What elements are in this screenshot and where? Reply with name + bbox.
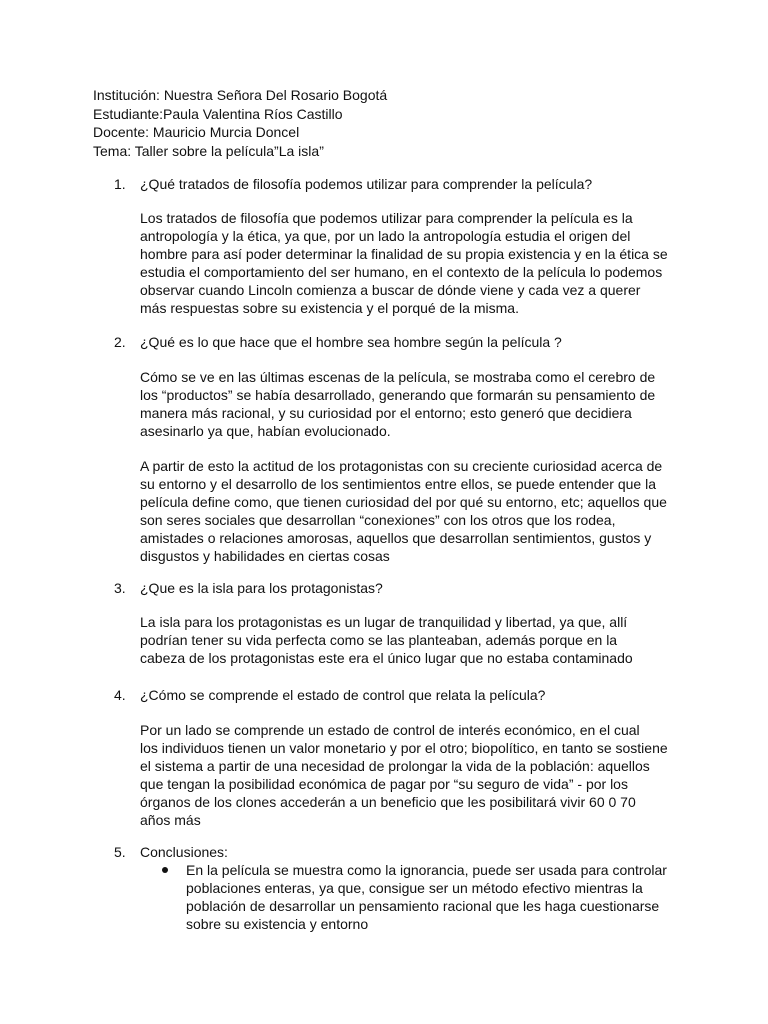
answer-line: Por un lado se comprende un estado de control de interés económico, en el cual [140, 722, 640, 738]
answer-line: antropología y la ética, ya que, por un lado la antropología estudia el origen del [140, 228, 631, 244]
answer-line: observar cuando Lincoln comienza a buscar de dónde viene y cada vez a querer [140, 282, 641, 298]
question-text: ¿Cómo se comprende el estado de control que relata la película? [140, 687, 546, 703]
answer-line: Los tratados de filosofía que podemos utilizar para comprender la película es la [140, 210, 633, 226]
answer-line: A partir de esto la actitud de los protagonistas con su creciente curiosidad acerca de [140, 458, 663, 474]
bullet-line: población de desarrollar un pensamiento racional que les haga cuestionarse [186, 898, 660, 914]
question-text: Conclusiones: [140, 844, 228, 860]
answer-1-paragraph-1 [140, 209, 680, 317]
question-number: 4. [114, 687, 126, 703]
bullet-line: sobre su existencia y entorno [186, 916, 369, 932]
answer-line: más respuestas sobre su existencia y el porqué de la misma. [140, 300, 519, 316]
answer-line: su entorno y el desarrollo de los sentimientos entre ellos, se puede entender que la [140, 476, 656, 492]
answer-line: estudia el comportamiento del ser humano, en el contexto de la película lo podemos [140, 264, 663, 280]
answer-line: años más [140, 812, 201, 828]
answer-line: cabeza de los protagonistas este era el único lugar que no estaba contaminado [140, 650, 633, 666]
answer-line: son seres sociales que desarrollan “conexiones” con los otros que los rodea, [140, 512, 616, 528]
answer-line: hombre para así poder determinar la finalidad de su propia existencia y en la ética se [140, 246, 668, 262]
question-number: 5. [114, 844, 126, 860]
answer-line: Cómo se ve en las últimas escenas de la película, se mostraba como el cerebro de [140, 369, 656, 385]
question-text: ¿Qué es lo que hace que el hombre sea hombre según la película ? [140, 334, 562, 350]
document-header [93, 86, 693, 160]
question-number: 2. [114, 334, 126, 350]
answer-line: disgustos y habilidades en ciertas cosas [140, 548, 390, 564]
student-line: Estudiante:Paula Valentina Ríos Castillo [93, 105, 343, 122]
bullet-icon [162, 867, 168, 873]
answer-2-paragraph-2 [140, 457, 680, 565]
answer-line: el sistema a partir de una necesidad de prolongar la vida de la población: aquellos [140, 758, 650, 774]
answer-2-paragraph-1 [140, 368, 680, 440]
answer-3-paragraph-1 [140, 613, 680, 667]
question-number: 3. [114, 580, 126, 596]
teacher-line: Docente: Mauricio Murcia Doncel [93, 124, 300, 140]
answer-line: podrían tener su vida perfecta como se las planteaban, además porque en la [140, 632, 618, 648]
answer-line: película define como, que tienen curiosidad del por qué su entorno, etc; aquellos que [140, 494, 667, 510]
answer-line: que tengan la posibilidad económica de pagar por “su seguro de vida” - por los [140, 776, 628, 792]
answer-line: La isla para los protagonistas es un lugar de tranquilidad y libertad, ya que, allí [140, 614, 628, 630]
question-text: ¿Qué tratados de filosofía podemos utilizar para comprender la película? [140, 176, 593, 192]
answer-line: manera más racional, y su curiosidad por el entorno; esto generó que decidiera [140, 405, 632, 421]
institution-line: Institución: Nuestra Señora Del Rosario Bogotá [93, 87, 388, 103]
topic-line: Tema: Taller sobre la película”La isla” [93, 142, 324, 159]
bullet-line: poblaciones enteras, ya que, consigue ser un método efectivo mientras la [186, 880, 643, 896]
answer-line: los individuos tienen un valor monetario y por el otro; biopolítico, en tanto se sostiene [140, 740, 668, 756]
answer-line: órganos de los clones accederán a un beneficio que les posibilitará vivir 60 0 70 [140, 794, 636, 810]
answer-line: amistades o relaciones amorosas, aquellos que desarrollan sentimientos, gustos y [140, 530, 652, 546]
question-text: ¿Que es la isla para los protagonistas? [140, 580, 383, 596]
answer-line: los “productos” se había desarrollado, generando que formarán su pensamiento de [140, 387, 656, 403]
answer-4-paragraph-1 [140, 721, 680, 829]
question-number: 1. [114, 176, 126, 192]
bullet-line: En la película se muestra como la ignorancia, puede ser usada para controlar [186, 862, 667, 878]
answer-line: asesinarlo ya que, habían evolucionado. [140, 423, 391, 439]
bullet-text [186, 861, 686, 933]
